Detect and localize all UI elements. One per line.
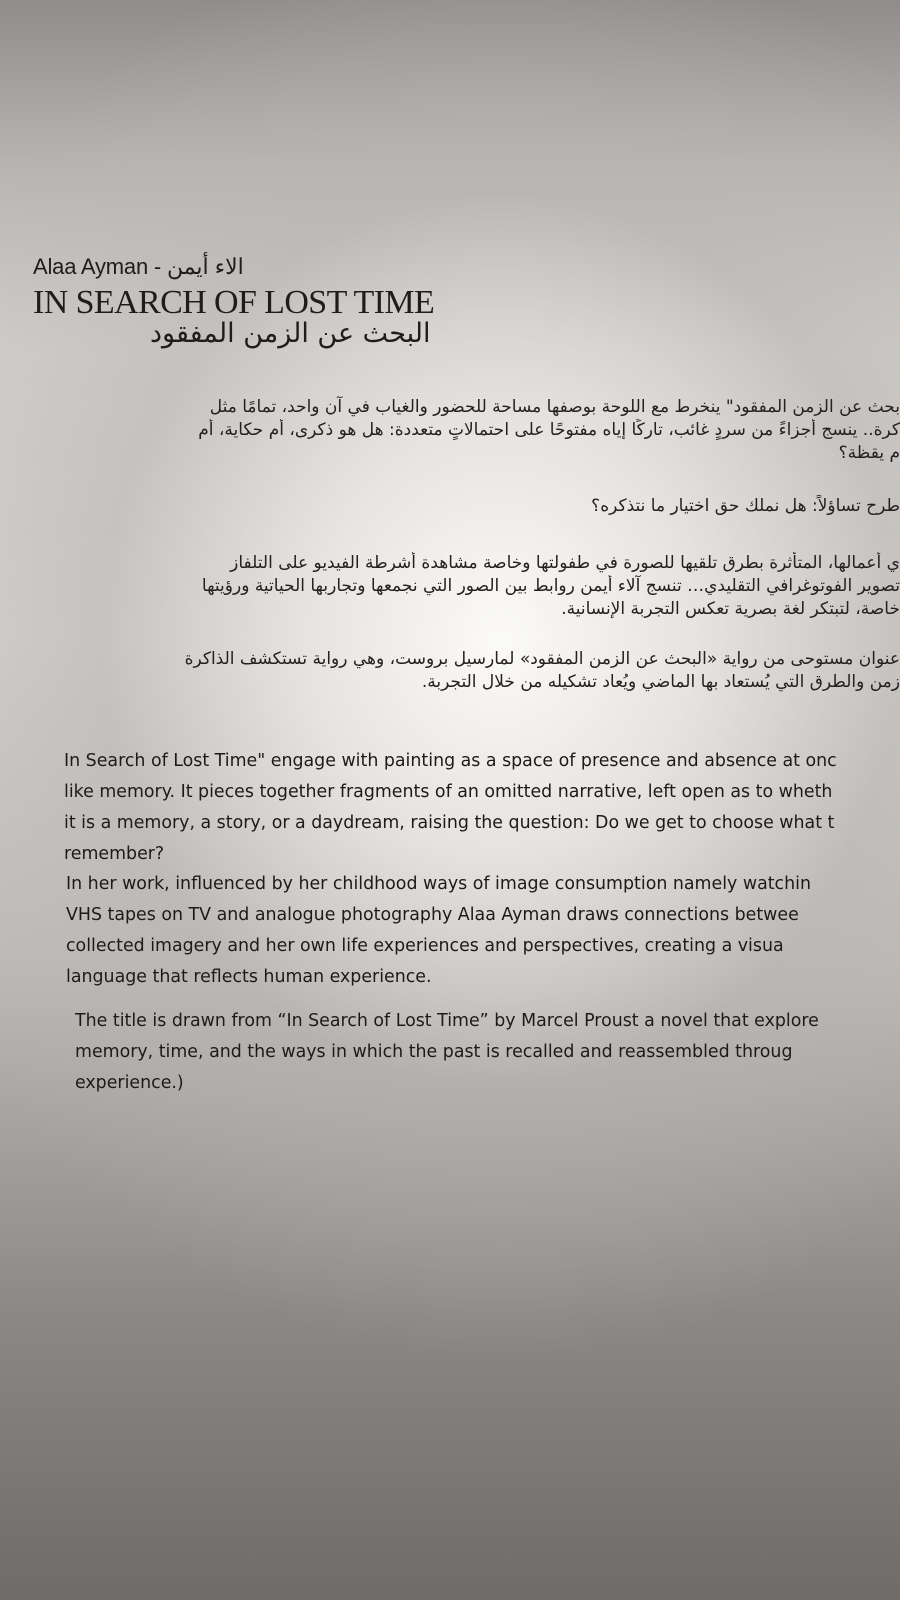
english-line: remember? (64, 844, 165, 864)
english-line: VHS tapes on TV and analogue photography Alaa Ayman draws connections betwee (66, 905, 799, 925)
arabic-line: زمن والطرق التي يُستعاد بها الماضي ويُعاد تشكيله من خلال التجربة. (421, 672, 900, 692)
english-line: The title is drawn from “In Search of Lost Time” by Marcel Proust a novel that explore (75, 1011, 819, 1031)
arabic-paragraph-4 (38, 648, 900, 694)
arabic-paragraph-3 (38, 552, 900, 621)
arabic-line: بحث عن الزمن المفقود" ينخرط مع اللوحة بوصفها مساحة للحضور والغياب في آن واحد، تمامًا مثل (209, 397, 900, 417)
english-line: like memory. It pieces together fragments of an omitted narrative, left open as to wheth (64, 782, 833, 802)
arabic-paragraph-2 (38, 495, 900, 518)
arabic-line: طرح تساؤلاً: هل نملك حق اختيار ما نتذكره؟ (591, 496, 900, 516)
artist-name: Alaa Ayman - الاء أيمن (33, 254, 244, 279)
arabic-line: تصوير الفوتوغرافي التقليدي… تنسج آلاء أيمن روابط بين الصور التي نجمعها وتجاربها الحياتية ورؤيتها (201, 576, 900, 596)
english-line: language that reflects human experience. (66, 967, 432, 987)
english-line: memory, time, and the ways in which the past is recalled and reassembled throug (75, 1042, 793, 1062)
english-paragraph-3 (75, 1006, 900, 1099)
arabic-line: ي أعمالها، المتأثرة بطرق تلقيها للصورة في طفولتها وخاصة مشاهدة أشرطة الفيديو على التلفاز (230, 553, 900, 573)
english-line: it is a memory, a story, or a daydream, raising the question: Do we get to choose what t (64, 813, 835, 833)
arabic-line: كرة.. ينسج أجزاءً من سردٍ غائب، تاركًا إياه مفتوحًا على احتمالاتٍ متعددة: هل هو ذكرى، أم حكاية، أم (198, 420, 900, 440)
exhibit-title-arabic: البحث عن الزمن المفقود (150, 318, 431, 349)
english-line: experience.) (75, 1073, 184, 1093)
english-line: collected imagery and her own life experiences and perspectives, creating a visua (66, 936, 784, 956)
exhibit-title-english: IN SEARCH OF LOST TIME (33, 284, 435, 321)
english-line: In Search of Lost Time" engage with painting as a space of presence and absence at onc (64, 751, 837, 771)
arabic-line: م يقظة؟ (838, 443, 900, 463)
arabic-line: عنوان مستوحى من رواية «البحث عن الزمن المفقود» لمارسيل بروست، وهي رواية تستكشف الذاكرة (184, 649, 900, 669)
arabic-paragraph-1 (38, 396, 900, 465)
english-line: In her work, influenced by her childhood ways of image consumption namely watchin (66, 874, 811, 894)
english-paragraph-1 (64, 746, 900, 870)
arabic-line: خاصة، لتبتكر لغة بصرية تعكس التجربة الإنسانية. (561, 599, 900, 619)
english-paragraph-2 (66, 869, 900, 993)
